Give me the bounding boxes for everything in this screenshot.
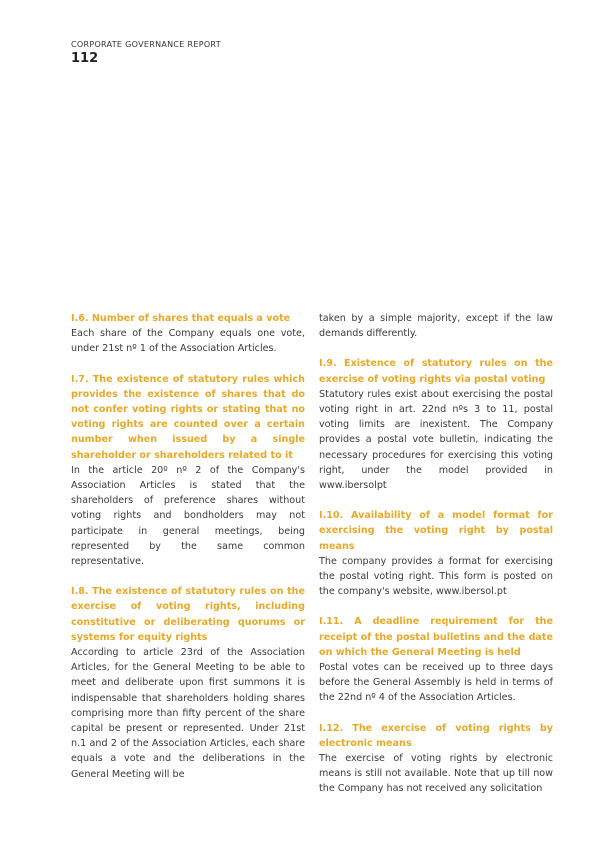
- section-heading: I.9. Existence of statutory rules on the exercise of voting rights via postal voting: [319, 358, 553, 385]
- section-i6: [71, 311, 305, 357]
- section-i8-continued: [319, 311, 553, 341]
- section-heading: I.11. A deadline requirement for the receipt of the postal bulletins and the date on which the General Meeting is held: [319, 616, 553, 658]
- section-i12: [319, 721, 553, 797]
- section-text: taken by a simple majority, except if the law demands differently.: [319, 313, 553, 340]
- section-i10: [319, 508, 553, 599]
- section-i9: [319, 356, 553, 493]
- section-heading: I.6. Number of shares that equals a vote: [71, 313, 291, 324]
- report-title: CORPORATE GOVERNANCE REPORT: [71, 40, 221, 49]
- page-header: [71, 40, 221, 66]
- left-column: [71, 311, 305, 797]
- page-number: 112: [71, 51, 99, 66]
- section-text: Statutory rules exist about exercising the postal voting right in art. 22nd nºs 3 to 11, postal voting limits are inexistent. The Company provides a postal vote bulletin, indicating the necessary procedures for exercising this voting right, under the model provided in www.ibersolpt: [319, 388, 553, 492]
- section-text: Postal votes can be received up to three days before the General Assembly is held in terms of the 22nd nº 4 of the Association Articles.: [319, 662, 553, 704]
- section-heading: I.10. Availability of a model format for exercising the voting right by postal means: [319, 510, 553, 552]
- section-i11: [319, 614, 553, 705]
- section-text: The exercise of voting rights by electronic means is still not available. Note that up till now the Company has not received any solicitation: [319, 753, 553, 795]
- section-text: In the article 20º nº 2 of the Company's Association Articles is stated that the shareholders of preference shares without voting rights and bondholders may not participate in general meetings, being represented by the same common representative.: [71, 464, 305, 568]
- section-text: The company provides a format for exercising the postal voting right. This form is posted on the company's website, www.ibersol.pt: [319, 555, 553, 598]
- right-column: [319, 311, 553, 812]
- section-heading: I.7. The existence of statutory rules which provides the existence of shares that do not confer voting rights or stating that no voting rights are counted over a certain number when issued by a single shareholder or shareholders related to it: [71, 373, 305, 461]
- section-heading: I.12. The exercise of voting rights by electronic means: [319, 722, 553, 749]
- section-i8: [71, 584, 305, 782]
- section-text: Each share of the Company equals one vote, under 21st nº 1 of the Association Articles.: [71, 328, 305, 355]
- section-heading: I.8. The existence of statutory rules on the exercise of voting rights, including constitutive or deliberating quorums or systems for equity rights: [71, 586, 305, 643]
- section-i7: [71, 372, 305, 570]
- section-text: According to article 23rd of the Association Articles, for the General Meeting to be able to meet and deliberate upon first summons it is indispensable that shareholders holding shares comprising more than fifty percent of the share capital be present or represented. Under 21st n.1 and 2 of the Association Articles, each share equals a vote and the deliberations in the General Meeting will be: [71, 647, 305, 780]
